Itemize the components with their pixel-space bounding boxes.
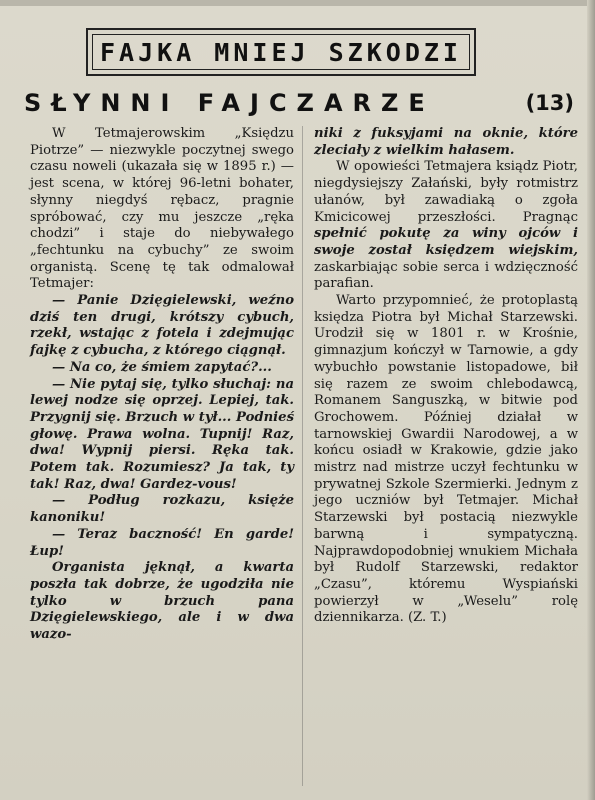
- left-column: [30, 126, 294, 644]
- dialogue-speech: — Na co, że śmiem zapytać?...: [52, 359, 272, 375]
- column-title: FAJKA MNIEJ SZKODZI: [100, 37, 462, 67]
- headline: [24, 88, 574, 118]
- column-banner: [86, 28, 476, 76]
- dialogue-speech: — Teraz baczność! En garde! Łup!: [30, 526, 294, 559]
- headline-title: SŁYNNI FAJCZARZE: [24, 89, 435, 117]
- dialogue-line: [30, 377, 294, 494]
- column-divider: [302, 126, 303, 786]
- history-paragraph: [314, 293, 578, 627]
- story-italic: spełnić pokutę za winy ojców i swoje został księdzem wiejskim,: [314, 226, 578, 258]
- page-edge: [587, 0, 595, 800]
- intro-paragraph: W Tetmajerowskim „Księdzu Piotrze” — niezwykle poczytnej swego czasu noweli (ukazała się w 1895 r.) — jest scena, w której 96-letni bohater, słynny niegdyś rębacz, pragnie spróbować, czy mu jeszcze „ręka chodzi” i staje do niebywałego „fechtunku na cybuchy” ze swoim organistą. Scenę tę tak odmalował Tetmajer:: [30, 126, 294, 292]
- dialogue-line: [30, 493, 294, 526]
- dialogue-line: [30, 293, 294, 360]
- dialogue-line: [30, 527, 294, 560]
- story-text-end: zaskarbiając sobie serca i wdzięczność parafian.: [314, 259, 578, 292]
- dialogue-speech: Organista jęknął, a kwarta poszła tak dobrze, że ugodziła nie tylko w brzuch pana Dzięgielewskiego, ale i w dwa wazo-: [30, 560, 294, 643]
- dialogue-line: [30, 560, 294, 644]
- dialogue-speech: — Podług rozkazu, księże kanoniku!: [30, 493, 294, 526]
- continued-paragraph: [314, 126, 578, 159]
- dialogue-speech: — Nie pytaj się, tylko słuchaj: na lewej nodze się oprzej. Lepiej, tak. Przygnij się. Brzuch w tył... Podnieś głowę. Prawa wolna. Tupnij! Raz, dwa! Wypnij piersi. Ręka tak. Potem tak. Rozumiesz? Ja tak, ty tak! Raz, dwa! Gardez-vous!: [30, 376, 294, 492]
- dialogue-narration: rzekł, wstając z fotela i zdejmując fajkę z cybucha, z którego ciągnął.: [30, 326, 294, 359]
- continued-italic: niki z fuksyjami na oknie, które zleciały z wielkim hałasem.: [314, 126, 578, 158]
- story-paragraph: [314, 159, 578, 293]
- headline-number: (13): [525, 91, 574, 115]
- story-text: W opowieści Tetmajera ksiądz Piotr, niegdysiejszy Załański, były rotmistrz ułanów, był zawadiaką o zgoła Kmicicowej przeszłości. Pragnąc: [314, 159, 578, 225]
- history-text: Warto przypomnieć, że protoplastą księdza Piotra był Michał Starzewski. Urodził się w 1801 r. w Krośnie, gimnazjum kończył w Tarnowie, a gdy wybuchło powstanie listopadowe, bił się razem ze swoim chlebodawcą, Romanem Sanguszką, w bitwie pod Grochowem. Później działał w tarnowskiej Gwardii Narodowej, a w końcu osiadł w Krakowie, gdzie jako mistrz nad mistrze uczył fechtunku w prywatnej Szkole Szermierki. Jednym z jego uczniów był Tetmajer. Michał Starzewski był postacią niezwykle barwną i sympatyczną. Najprawdopodobniej wnukiem Michała był Rudolf Starzewski, redaktor „Czasu”, któremu Wyspiański powierzył w „Weselu” rolę dziennikarza.: [314, 293, 578, 626]
- top-rule: [0, 0, 595, 6]
- dialogue-speech: — Panie Dzięgielewski, weźno dziś ten drugi, krótszy cybuch,: [30, 293, 294, 325]
- dialogue-line: [30, 360, 294, 377]
- author-signature: (Z. T.): [407, 610, 447, 626]
- right-column: [314, 126, 578, 627]
